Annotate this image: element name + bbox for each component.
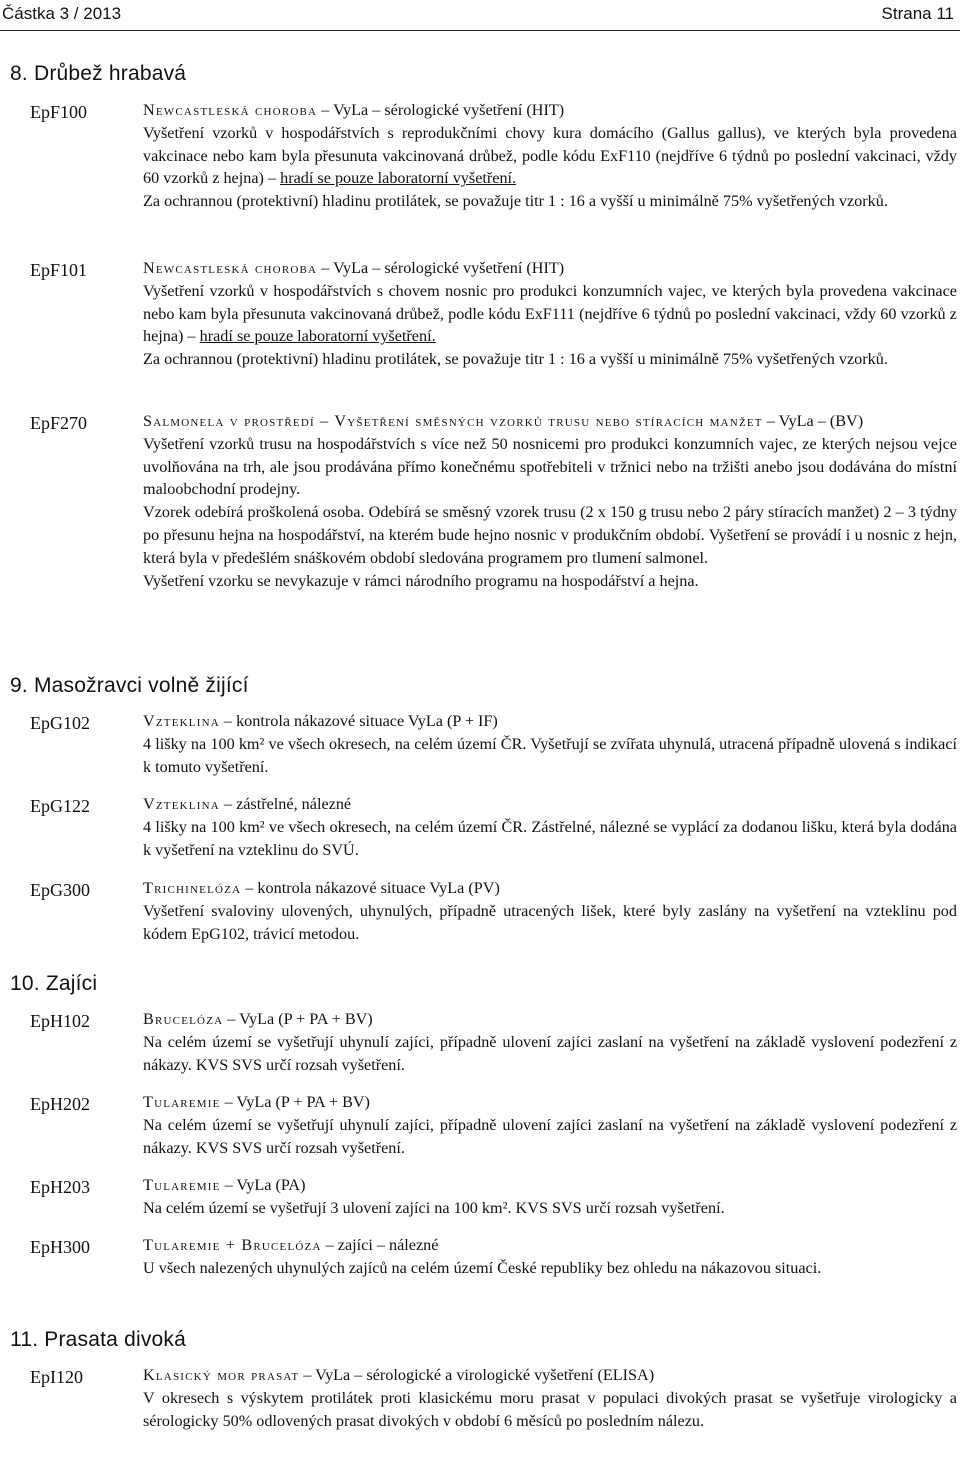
- entry-code: EpF270: [30, 413, 88, 433]
- entry-subtitle: – VyLa – (BV): [762, 412, 864, 430]
- entry-subtitle: – VyLa – sérologické a virologické vyšetření (ELISA): [299, 1366, 655, 1384]
- entry-code: EpH203: [30, 1177, 90, 1197]
- entry-subtitle: – VyLa – sérologické vyšetření (HIT): [317, 101, 565, 119]
- section-heading-11: 11. Prasata divoká: [10, 1328, 186, 1351]
- entry-title: Tularemie: [143, 1093, 221, 1111]
- entry-body: Na celém území se vyšetřují 3 ulovení zajíci na 100 km². KVS SVS určí rozsah vyšetření.: [143, 1198, 725, 1217]
- entry-title: Trichinelóza: [143, 879, 242, 897]
- entry-subtitle: – zajíci – nálezné: [321, 1236, 439, 1254]
- entry-code: EpF100: [30, 102, 88, 122]
- entry-code: EpF101: [30, 260, 88, 280]
- entry-subtitle: – VyLa (PA): [220, 1176, 306, 1194]
- entry-title: Tularemie: [143, 1176, 221, 1194]
- entry-EpF101: [143, 257, 957, 371]
- section-heading-8: 8. Drůbež hrabavá: [10, 62, 187, 85]
- entry-body: Vyšetření vzorků v hospodářstvích s reprodukčními chovy kura domácího (Gallus gallus), ve kterých byla provedena vakcinace nebo kam byla přesunuta vakcinovaná drůbež, podle kódu ExF110 (nejdříve 6 týdnů po poslední vakcinaci, vždy 60 vzorků z hejna) –: [143, 123, 957, 188]
- entry-EpH202: [143, 1091, 957, 1159]
- entry-EpF100: [143, 99, 957, 213]
- entry-EpG300: [143, 877, 957, 945]
- entry-code: EpG122: [30, 796, 90, 816]
- entry-subtitle: – VyLa (P + PA + BV): [220, 1093, 370, 1111]
- entry-subtitle: – kontrola nákazové situace VyLa (PV): [241, 879, 500, 897]
- entry-title: Newcastleská choroba: [143, 101, 318, 119]
- entry-subtitle: – VyLa – sérologické vyšetření (HIT): [317, 259, 565, 277]
- entry-EpH203: [143, 1174, 957, 1220]
- entry-title: Newcastleská choroba: [143, 259, 318, 277]
- entry-body: V okresech s výskytem protilátek proti klasickému moru prasat v populaci divokých prasat se vyšetřuje virologicky a sérologicky 50% odlovených prasat divokých v období 6 měsíců po posledním nálezu.: [143, 1388, 957, 1430]
- entry-title: Vzteklina: [143, 795, 220, 813]
- entry-EpG102: [143, 710, 957, 778]
- entry-body: Vyšetření vzorků v hospodářstvích s chovem nosnic pro produkci konzumních vajec, ve kterých byla provedena vakcinace nebo kam byla přesunuta vakcinovaná drůbež, podle kódu ExF111 (nejdříve 6 týdnů po poslední vakcinaci, vždy 60 vzorků z hejna) –: [143, 281, 957, 346]
- entry-body: Na celém území se vyšetřují uhynulí zajíci, případně ulovení zajíci zaslaní na vyšetření na základě vyslovení podezření z nákazy. KVS SVS určí rozsah vyšetření.: [143, 1032, 957, 1074]
- entry-body: Vyšetření vzorků trusu na hospodářstvích s více než 50 nosnicemi pro produkci konzumních vajec, ze kterých nejsou vejce uvolňována na trh, ale jsou prodávána přímo konečnému spotřebiteli v tržnici nebo na tržišti anebo jsou dodávána do místní maloobchodní prodejny.: [143, 434, 957, 499]
- entry-body: Za ochrannou (protektivní) hladinu protilátek, se považuje titr 1 : 16 a vyšší u minimálně 75% vyšetřených vzorků.: [143, 192, 888, 211]
- entry-title: Brucelóza: [143, 1010, 224, 1028]
- entry-body-underlined: hradí se pouze laboratorní vyšetření.: [199, 327, 436, 346]
- entry-EpH102: [143, 1008, 957, 1076]
- issue-label: Částka 3 / 2013: [2, 4, 122, 23]
- entry-body: 4 lišky na 100 km² ve všech okresech, na celém území ČR. Zástřelné, nálezné se vyplácí za dodanou lišku, která byla dodána k vyšetření na vzteklinu do SVÚ.: [143, 817, 957, 859]
- entry-body: U všech nalezených uhynulých zajíců na celém území České republiky bez ohledu na nákazovou situaci.: [143, 1258, 822, 1277]
- entry-code: EpH202: [30, 1094, 90, 1114]
- entry-body: Vyšetření svaloviny ulovených, uhynulých, případně utracených lišek, které byly zaslány na vyšetření na vzteklinu pod kódem EpG102, trávicí metodou.: [143, 901, 957, 943]
- entry-subtitle: – zástřelné, nálezné: [219, 795, 352, 813]
- entry-code: EpG102: [30, 713, 90, 733]
- entry-title: Tularemie + Brucelóza: [143, 1236, 322, 1254]
- entry-title: Klasický mor prasat: [143, 1366, 300, 1384]
- entry-title: Salmonela v prostředí – Vyšetření směsných vzorků trusu nebo stíracích manžet: [143, 412, 763, 430]
- entry-EpH300: [143, 1234, 957, 1280]
- entry-subtitle: – kontrola nákazové situace VyLa (P + IF): [219, 712, 498, 730]
- entry-body: 4 lišky na 100 km² ve všech okresech, na celém území ČR. Vyšetřují se zvířata uhynulá, utracená případně ulovená s indikací k tomuto vyšetření.: [143, 734, 957, 776]
- entry-body: Na celém území se vyšetřují uhynulí zajíci, případně ulovení zajíci zaslaní na vyšetření na základě vyslovení podezření z nákazy. KVS SVS určí rozsah vyšetření.: [143, 1115, 957, 1157]
- section-heading-10: 10. Zajíci: [10, 972, 98, 995]
- entry-code: EpI120: [30, 1367, 83, 1387]
- entry-EpG122: [143, 793, 957, 861]
- entry-EpF270: [143, 410, 957, 592]
- entry-body: Za ochrannou (protektivní) hladinu protilátek, se považuje titr 1 : 16 a vyšší u minimálně 75% vyšetřených vzorků.: [143, 350, 888, 369]
- entry-body: Vyšetření vzorku se nevykazuje v rámci národního programu na hospodářství a hejna.: [143, 571, 699, 590]
- page-number: Strana 11: [881, 4, 954, 23]
- entry-title: Vzteklina: [143, 712, 220, 730]
- section-heading-9: 9. Masožravci volně žijící: [10, 674, 249, 697]
- entry-subtitle: – VyLa (P + PA + BV): [223, 1010, 373, 1028]
- entry-code: EpH102: [30, 1011, 90, 1031]
- entry-code: EpH300: [30, 1237, 90, 1257]
- entry-EpI120: [143, 1364, 957, 1432]
- page-header: [0, 0, 960, 31]
- entry-body: Vzorek odebírá proškolená osoba. Odebírá se směsný vzorek trusu (2 x 150 g trusu nebo 2 páry stíracích manžet) 2 – 3 týdny po přesunu hejna na hospodářství, na kterém bude hejno nosnic v produkčním období. Vyšetření se provádí i u nosnic z hejn, která byla v předešlém snáškovém období sledována programem pro tlumení salmonel.: [143, 503, 957, 567]
- entry-body-underlined: hradí se pouze laboratorní vyšetření.: [280, 169, 517, 188]
- entry-code: EpG300: [30, 880, 90, 900]
